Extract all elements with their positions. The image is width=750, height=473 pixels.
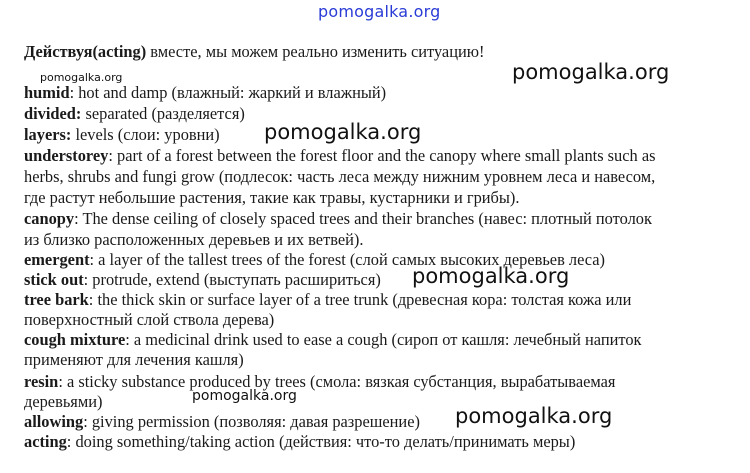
entry-def: : giving permission (позволяя: давая разрешение): [83, 412, 420, 431]
watermark-big-3: pomogalka.org: [412, 264, 570, 288]
entry-resin-cont: деревьями): [24, 392, 103, 411]
entry-divided: [24, 104, 245, 123]
watermark-big-2: pomogalka.org: [264, 120, 422, 144]
entry-def: : the thick skin or surface layer of a tree trunk (древесная кора: толстая кожа или: [88, 290, 632, 309]
entry-term: humid: [24, 83, 70, 102]
watermark-big-4: pomogalka.org: [455, 404, 613, 428]
entry-resin: [24, 372, 615, 391]
entry-tree-bark-cont: поверхностный слой ствола дерева): [24, 310, 275, 329]
entry-def: : doing something/taking action (действия: что-то делать/принимать меры): [66, 432, 576, 451]
entry-term: allowing: [24, 412, 84, 431]
header-line: [24, 42, 484, 61]
entry-allowing: [24, 412, 420, 431]
entry-cough-mixture: [24, 330, 642, 349]
entry-humid: [24, 83, 386, 102]
entry-term: divided:: [24, 104, 82, 123]
entry-def: : protrude, extend (выступать расшириться): [83, 270, 381, 289]
entry-cough-mixture-cont: применяют для лечения кашля): [24, 350, 244, 369]
entry-def: levels (слои: уровни): [71, 125, 220, 144]
header-term: Действуя(acting): [24, 42, 147, 61]
entry-term: stick out: [24, 270, 84, 289]
entry-term: understorey: [24, 146, 109, 165]
watermark-hidden: pomogalka.org: [612, 455, 620, 456]
entry-def: : The dense ceiling of closely spaced trees and their branches (навес: плотный потолок: [74, 209, 652, 228]
entry-understorey-cont2: где растут небольшие растения, такие как травы, кустарники и грибы).: [24, 188, 520, 207]
entry-acting: [24, 432, 575, 451]
entry-term: emergent: [24, 250, 90, 269]
entry-def: : a sticky substance produced by trees (смола: вязкая субстанция, вырабатываемая: [58, 372, 616, 391]
entry-layers: [24, 125, 220, 144]
entry-canopy-cont: из близко расположенных деревьев и их ветвей).: [24, 230, 364, 249]
entry-canopy: [24, 209, 652, 228]
entry-term: tree bark: [24, 290, 89, 309]
entry-def: : hot and damp (влажный: жаркий и влажный): [69, 83, 387, 102]
entry-def: separated (разделяется): [81, 104, 245, 123]
watermark-medium: pomogalka.org: [192, 388, 297, 404]
entry-def: : a layer of the tallest trees of the forest (слой самых высоких деревьев леса): [89, 250, 605, 269]
entry-stick-out: [24, 270, 381, 289]
entry-understorey-cont: herbs, shrubs and fungi grow (подлесок: часть леса между нижним уровнем леса и навесом,: [24, 167, 656, 186]
entry-term: resin: [24, 372, 59, 391]
watermark-big-1: pomogalka.org: [512, 60, 670, 84]
entry-term: canopy: [24, 209, 75, 228]
entry-understorey: [24, 146, 655, 165]
entry-term: layers:: [24, 125, 72, 144]
entry-tree-bark: [24, 290, 631, 309]
entry-term: cough mixture: [24, 330, 126, 349]
entry-def: : a medicinal drink used to ease a cough (сироп от кашля: лечебный напиток: [125, 330, 642, 349]
entry-term: acting: [24, 432, 67, 451]
header-text: вместе, мы можем реально изменить ситуацию!: [146, 42, 485, 61]
watermark-top: pomogalka.org: [318, 2, 441, 21]
watermark-small-1: pomogalka.org: [40, 71, 123, 84]
entry-def: : part of a forest between the forest floor and the canopy where small plants such as: [108, 146, 656, 165]
